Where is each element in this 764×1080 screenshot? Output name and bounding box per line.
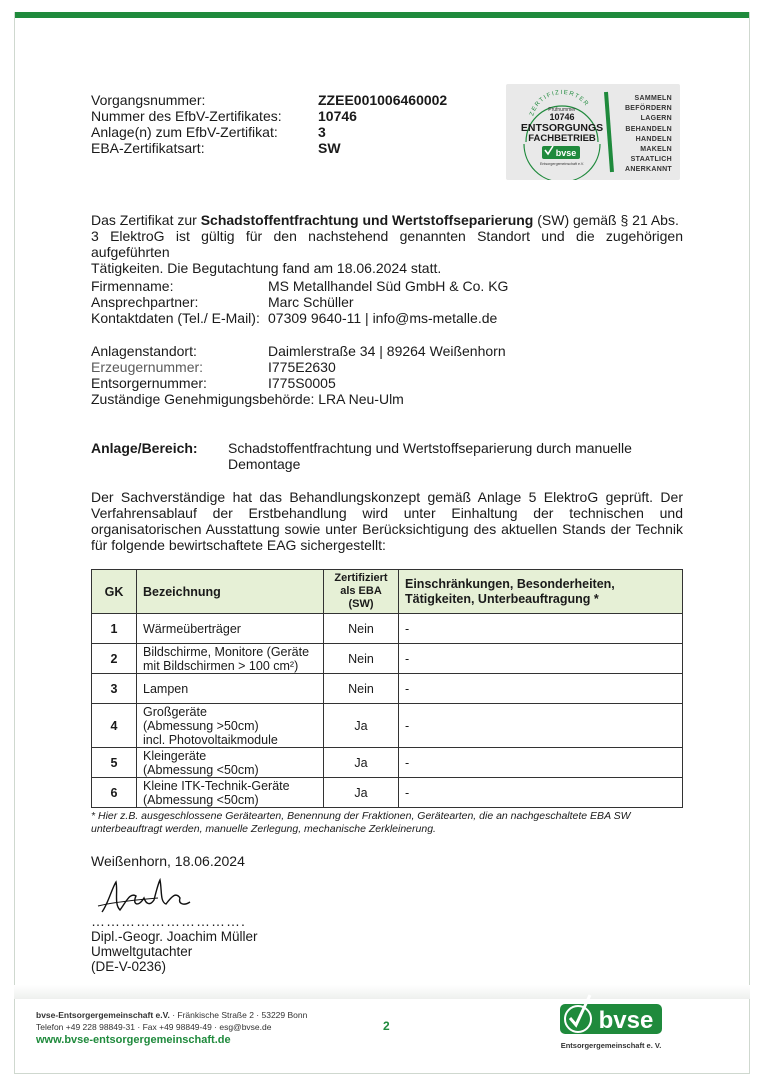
bez-line: Lampen bbox=[143, 681, 189, 696]
header-ein-line: Tätigkeiten, Unterbeauftragung * bbox=[405, 591, 599, 606]
place-date: Weißenhorn, 18.06.2024 bbox=[91, 853, 245, 869]
eag-table bbox=[91, 569, 683, 808]
meta-value: SW bbox=[318, 140, 341, 156]
seal-step: HANDELN bbox=[635, 135, 672, 143]
cell-gk: 5 bbox=[92, 748, 137, 778]
concept-line: organisatorischen Ausstattung sowie unter Berücksichtigung des aktuellen Stands der Technik bbox=[91, 521, 683, 537]
cell-einschraenkung: - bbox=[399, 644, 683, 674]
header-zert-line: Zertifiziert bbox=[334, 572, 388, 584]
intro-line: Tätigkeiten. Die Begutachtung fand am 18.06.2024 statt. bbox=[91, 260, 442, 276]
footer-url[interactable]: www.bvse-entsorgergemeinschaft.de bbox=[36, 1034, 231, 1046]
seal-ring-text: ZERTIFIZIERTER bbox=[529, 89, 590, 117]
signer-name: Dipl.-Geogr. Joachim Müller bbox=[91, 929, 258, 944]
footer-contact: Telefon +49 228 98849-31 · Fax +49 98849-49 · esg@bvse.de bbox=[36, 1022, 272, 1032]
table-footnote bbox=[91, 810, 691, 836]
table-row bbox=[92, 614, 683, 644]
meta-value: ZZEE001006460002 bbox=[318, 92, 448, 108]
right-border bbox=[749, 12, 750, 1074]
cell-zertifiziert: Ja bbox=[324, 704, 399, 748]
bottom-border bbox=[14, 1073, 750, 1074]
top-green-rule bbox=[14, 12, 750, 18]
header-bezeichnung: Bezeichnung bbox=[137, 570, 324, 614]
seal-logo: bvse bbox=[555, 148, 577, 158]
page-number: 2 bbox=[383, 1019, 390, 1033]
bez-line: (Abmessung >50cm) bbox=[143, 718, 259, 733]
intro-pre: Das Zertifikat zur bbox=[91, 212, 201, 228]
seal-step: LAGERN bbox=[640, 115, 672, 123]
seal-divider-icon bbox=[604, 84, 614, 180]
cell-zertifiziert: Nein bbox=[324, 644, 399, 674]
bez-line: (Abmessung <50cm) bbox=[143, 792, 259, 807]
bez-line: (Abmessung <50cm) bbox=[143, 762, 259, 777]
contact-data-label: Kontaktdaten (Tel./ E-Mail): bbox=[91, 310, 260, 326]
bez-line: incl. Photovoltaikmodule bbox=[143, 732, 278, 747]
cell-bezeichnung bbox=[137, 748, 324, 778]
seal-step: MAKELN bbox=[640, 146, 672, 154]
cell-einschraenkung: - bbox=[399, 748, 683, 778]
footer-logo-text: bvse bbox=[598, 1007, 654, 1034]
disposer-number-label: Entsorgernummer: bbox=[91, 375, 207, 391]
header-zert-line: (SW) bbox=[348, 598, 374, 610]
footnote-line: unterbeauftragt werden, manuelle Zerlegung, mechanische Zerkleinerung. bbox=[91, 823, 436, 835]
meta-label: Anlage(n) zum EfbV-Zertifikat: bbox=[91, 124, 278, 140]
company-name: MS Metallhandel Süd GmbH & Co. KG bbox=[268, 278, 509, 294]
site-label: Anlagenstandort: bbox=[91, 343, 197, 359]
seal-sub: Entsorgergemeinschaft e.V. bbox=[539, 162, 585, 166]
cell-gk: 1 bbox=[92, 614, 137, 644]
table-header-row bbox=[92, 570, 683, 614]
disposer-number: I775S0005 bbox=[268, 375, 336, 391]
header-ein-line: Einschränkungen, Besonderheiten, bbox=[405, 576, 615, 591]
concept-line: für folgende bewirtschaftete EAG sichergestellt: bbox=[91, 537, 386, 553]
bez-line: Großgeräte bbox=[143, 704, 207, 719]
meta-label: Nummer des EfbV-Zertifikates: bbox=[91, 108, 282, 124]
authority: Zuständige Genehmigungsbehörde: LRA Neu-Ulm bbox=[91, 391, 404, 407]
seal-reg-number: 10746 bbox=[549, 112, 575, 122]
footer-address bbox=[36, 1010, 307, 1020]
footer-addr-text: · Fränkische Straße 2 · 53229 Bonn bbox=[169, 1010, 308, 1020]
seal-step: ANERKANNT bbox=[624, 166, 672, 174]
bez-line: Bildschirme, Monitore (Geräte bbox=[143, 644, 310, 659]
signature-dots: …………………………. bbox=[91, 913, 246, 929]
cell-bezeichnung bbox=[137, 778, 324, 808]
site-address: Daimlerstraße 34 | 89264 Weißenhorn bbox=[268, 343, 506, 359]
bez-line: Kleine ITK-Technik-Geräte bbox=[143, 778, 290, 793]
seal-step: SAMMELN bbox=[634, 95, 672, 102]
anlage-text: Demontage bbox=[228, 456, 301, 472]
table-row bbox=[92, 644, 683, 674]
table-row bbox=[92, 748, 683, 778]
meta-label: EBA-Zertifikatsart: bbox=[91, 140, 205, 156]
header-einschraenkungen bbox=[399, 570, 683, 614]
signer-id: (DE-V-0236) bbox=[91, 959, 167, 974]
header-zertifiziert bbox=[324, 570, 399, 614]
table-row bbox=[92, 674, 683, 704]
meta-label: Vorgangsnummer: bbox=[91, 92, 206, 108]
intro-line: 3 ElektroG ist gültig für den nachstehend genannten Standort und die zugehörigen aufgeführten bbox=[91, 228, 683, 260]
header-gk: GK bbox=[92, 570, 137, 614]
intro-rest: (SW) gemäß § 21 Abs. bbox=[533, 212, 679, 228]
footnote-line: * Hier z.B. ausgeschlossene Gerätearten, Benennung der Fraktionen, Gerätearten, die an nachgeschaltete EBA SW bbox=[91, 810, 631, 822]
anlage-label: Anlage/Bereich: bbox=[91, 440, 198, 456]
meta-value: 10746 bbox=[318, 108, 357, 124]
table-row bbox=[92, 778, 683, 808]
cell-gk: 2 bbox=[92, 644, 137, 674]
meta-value: 3 bbox=[318, 124, 326, 140]
intro-bold: Schadstoffentfrachtung und Wertstoffseparierung bbox=[200, 212, 534, 228]
cell-bezeichnung bbox=[137, 644, 324, 674]
seal-activity-list bbox=[616, 94, 672, 176]
concept-line: Verfahrensablauf der Erstbehandlung wird unter Einhaltung der technischen und bbox=[91, 505, 683, 521]
cell-bezeichnung bbox=[137, 614, 324, 644]
footer-logo-sub: Entsorgergemeinschaft e. V. bbox=[560, 1041, 662, 1050]
seal-step: BEFÖRDERN bbox=[624, 105, 672, 113]
seal-step: STAATLICH bbox=[630, 156, 672, 164]
producer-number: I775E2630 bbox=[268, 359, 336, 375]
contact-person: Marc Schüller bbox=[268, 294, 354, 310]
seal-step: BEHANDELN bbox=[625, 125, 672, 133]
cell-einschraenkung: - bbox=[399, 674, 683, 704]
table-row bbox=[92, 704, 683, 748]
cell-einschraenkung: - bbox=[399, 778, 683, 808]
cell-gk: 6 bbox=[92, 778, 137, 808]
contact-data: 07309 9640-11 | info@ms-metalle.de bbox=[268, 310, 498, 326]
company-name-label: Firmenname: bbox=[91, 278, 174, 294]
seal-title-1: ENTSORGUNGS bbox=[520, 122, 604, 134]
left-border bbox=[14, 12, 15, 1074]
bez-line: Kleingeräte bbox=[143, 748, 207, 763]
cell-zertifiziert: Nein bbox=[324, 614, 399, 644]
anlage-text: Schadstoffentfrachtung und Wertstoffseparierung durch manuelle bbox=[228, 440, 632, 456]
seal-reg-label: Prüfnummer bbox=[548, 107, 576, 113]
bez-line: mit Bildschirmen > 100 cm²) bbox=[143, 658, 299, 673]
cell-einschraenkung: - bbox=[399, 704, 683, 748]
signer-role: Umweltgutachter bbox=[91, 944, 193, 959]
concept-line: Der Sachverständige hat das Behandlungskonzept gemäß Anlage 5 ElektroG geprüft. Der bbox=[91, 489, 683, 505]
intro-paragraph bbox=[91, 212, 683, 276]
cell-bezeichnung bbox=[137, 674, 324, 704]
cell-einschraenkung: - bbox=[399, 614, 683, 644]
cell-zertifiziert: Ja bbox=[324, 748, 399, 778]
cell-zertifiziert: Ja bbox=[324, 778, 399, 808]
seal-emblem-icon bbox=[506, 84, 616, 180]
bvse-logo-icon bbox=[556, 984, 666, 1060]
cell-bezeichnung bbox=[137, 704, 324, 748]
footer-org: bvse-Entsorgergemeinschaft e.V. bbox=[36, 1010, 170, 1020]
seal-title-2: FACHBETRIEB bbox=[528, 133, 596, 144]
producer-number-label: Erzeugernummer: bbox=[91, 359, 204, 375]
concept-paragraph bbox=[91, 489, 683, 553]
header-zert-line: als EBA bbox=[340, 585, 382, 597]
cell-zertifiziert: Nein bbox=[324, 674, 399, 704]
bez-line: Wärmeüberträger bbox=[143, 621, 241, 636]
contact-person-label: Ansprechpartner: bbox=[91, 294, 199, 310]
cell-gk: 3 bbox=[92, 674, 137, 704]
cell-gk: 4 bbox=[92, 704, 137, 748]
